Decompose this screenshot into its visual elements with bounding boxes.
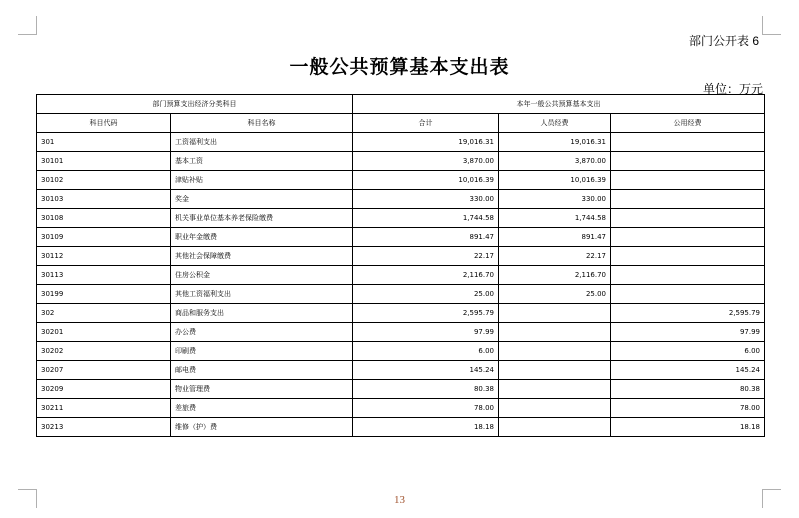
cell-public: 6.00 bbox=[611, 342, 765, 361]
cell-personnel bbox=[499, 380, 611, 399]
cell-public bbox=[611, 190, 765, 209]
cell-code: 30213 bbox=[37, 418, 171, 437]
table-row bbox=[37, 418, 765, 437]
cell-personnel: 25.00 bbox=[499, 285, 611, 304]
cell-total: 18.18 bbox=[353, 418, 499, 437]
cell-public bbox=[611, 247, 765, 266]
cell-code: 30112 bbox=[37, 247, 171, 266]
cell-code: 30207 bbox=[37, 361, 171, 380]
header-public: 公用经费 bbox=[611, 114, 765, 133]
cell-total: 80.38 bbox=[353, 380, 499, 399]
table-row bbox=[37, 285, 765, 304]
cell-public: 78.00 bbox=[611, 399, 765, 418]
cell-public: 18.18 bbox=[611, 418, 765, 437]
cell-public: 145.24 bbox=[611, 361, 765, 380]
table-row bbox=[37, 209, 765, 228]
unit-label: 单位：万元 bbox=[702, 82, 763, 96]
cell-name: 基本工资 bbox=[171, 152, 353, 171]
cell-name: 印刷费 bbox=[171, 342, 353, 361]
table-row bbox=[37, 399, 765, 418]
cell-name: 住房公积金 bbox=[171, 266, 353, 285]
cell-total: 2,595.79 bbox=[353, 304, 499, 323]
table-row bbox=[37, 304, 765, 323]
cell-name: 物业管理费 bbox=[171, 380, 353, 399]
page-number: 13 bbox=[394, 494, 405, 506]
cell-total: 6.00 bbox=[353, 342, 499, 361]
table-row bbox=[37, 266, 765, 285]
cell-code: 30211 bbox=[37, 399, 171, 418]
sub-header-row bbox=[37, 114, 765, 133]
cell-code: 30109 bbox=[37, 228, 171, 247]
budget-table bbox=[36, 94, 765, 437]
cell-public: 80.38 bbox=[611, 380, 765, 399]
cell-public bbox=[611, 171, 765, 190]
cell-personnel bbox=[499, 304, 611, 323]
cell-code: 302 bbox=[37, 304, 171, 323]
cell-public bbox=[611, 228, 765, 247]
cell-total: 145.24 bbox=[353, 361, 499, 380]
cell-public bbox=[611, 266, 765, 285]
cell-total: 19,016.31 bbox=[353, 133, 499, 152]
crop-mark-top-right bbox=[762, 16, 781, 35]
cell-total: 97.99 bbox=[353, 323, 499, 342]
group-header-classification: 部门预算支出经济分类科目 bbox=[37, 95, 353, 114]
cell-personnel: 330.00 bbox=[499, 190, 611, 209]
table-row bbox=[37, 323, 765, 342]
cell-name: 机关事业单位基本养老保险缴费 bbox=[171, 209, 353, 228]
cell-total: 78.00 bbox=[353, 399, 499, 418]
cell-personnel bbox=[499, 399, 611, 418]
cell-code: 30209 bbox=[37, 380, 171, 399]
cell-name: 职业年金缴费 bbox=[171, 228, 353, 247]
cell-name: 邮电费 bbox=[171, 361, 353, 380]
cell-total: 330.00 bbox=[353, 190, 499, 209]
cell-personnel: 3,870.00 bbox=[499, 152, 611, 171]
cell-code: 30201 bbox=[37, 323, 171, 342]
header-name: 科目名称 bbox=[171, 114, 353, 133]
cell-total: 3,870.00 bbox=[353, 152, 499, 171]
cell-total: 1,744.58 bbox=[353, 209, 499, 228]
cell-personnel: 1,744.58 bbox=[499, 209, 611, 228]
cell-total: 22.17 bbox=[353, 247, 499, 266]
cell-total: 2,116.70 bbox=[353, 266, 499, 285]
cell-personnel: 10,016.39 bbox=[499, 171, 611, 190]
document-label: 部门公开表 6 bbox=[688, 34, 759, 48]
group-header-expenditure: 本年一般公共预算基本支出 bbox=[353, 95, 765, 114]
table-row bbox=[37, 152, 765, 171]
group-header-row bbox=[37, 95, 765, 114]
cell-code: 30199 bbox=[37, 285, 171, 304]
table-row bbox=[37, 171, 765, 190]
header-total: 合计 bbox=[353, 114, 499, 133]
table-row bbox=[37, 190, 765, 209]
cell-total: 25.00 bbox=[353, 285, 499, 304]
cell-personnel bbox=[499, 323, 611, 342]
cell-personnel: 891.47 bbox=[499, 228, 611, 247]
cell-public bbox=[611, 152, 765, 171]
cell-personnel bbox=[499, 418, 611, 437]
table-row bbox=[37, 380, 765, 399]
crop-mark-top-left bbox=[18, 16, 37, 35]
cell-personnel: 19,016.31 bbox=[499, 133, 611, 152]
cell-name: 其他社会保障缴费 bbox=[171, 247, 353, 266]
cell-code: 30101 bbox=[37, 152, 171, 171]
cell-code: 30102 bbox=[37, 171, 171, 190]
cell-name: 办公费 bbox=[171, 323, 353, 342]
cell-public bbox=[611, 285, 765, 304]
cell-public: 97.99 bbox=[611, 323, 765, 342]
cell-total: 891.47 bbox=[353, 228, 499, 247]
table-row bbox=[37, 361, 765, 380]
cell-name: 津贴补贴 bbox=[171, 171, 353, 190]
table-row bbox=[37, 228, 765, 247]
cell-public: 2,595.79 bbox=[611, 304, 765, 323]
cell-name: 其他工资福利支出 bbox=[171, 285, 353, 304]
header-personnel: 人员经费 bbox=[499, 114, 611, 133]
cell-public bbox=[611, 133, 765, 152]
table-row bbox=[37, 247, 765, 266]
cell-name: 奖金 bbox=[171, 190, 353, 209]
cell-name: 商品和服务支出 bbox=[171, 304, 353, 323]
cell-personnel bbox=[499, 361, 611, 380]
table-row bbox=[37, 342, 765, 361]
cell-code: 30108 bbox=[37, 209, 171, 228]
cell-code: 301 bbox=[37, 133, 171, 152]
cell-name: 差旅费 bbox=[171, 399, 353, 418]
cell-code: 30202 bbox=[37, 342, 171, 361]
cell-total: 10,016.39 bbox=[353, 171, 499, 190]
cell-personnel: 22.17 bbox=[499, 247, 611, 266]
cell-personnel: 2,116.70 bbox=[499, 266, 611, 285]
cell-name: 工资福利支出 bbox=[171, 133, 353, 152]
page-title: 一般公共预算基本支出表 bbox=[289, 56, 510, 78]
cell-public bbox=[611, 209, 765, 228]
cell-personnel bbox=[499, 342, 611, 361]
cell-name: 维修（护）费 bbox=[171, 418, 353, 437]
cell-code: 30113 bbox=[37, 266, 171, 285]
cell-code: 30103 bbox=[37, 190, 171, 209]
header-code: 科目代码 bbox=[37, 114, 171, 133]
table-row bbox=[37, 133, 765, 152]
